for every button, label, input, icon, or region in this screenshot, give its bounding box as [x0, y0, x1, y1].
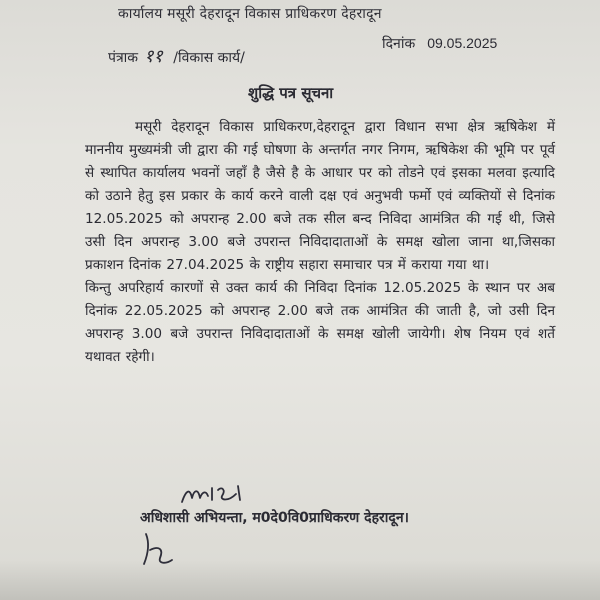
office-header: कार्यालय मसूरी देहरादून विकास प्राधिकरण देहरादून: [118, 6, 382, 22]
date-label: दिनांक: [382, 36, 416, 52]
signatory-designation: अधिशासी अभियन्ता, म0दे0वि0प्राधिकरण देहरादून।: [140, 510, 409, 526]
handwritten-signature: [178, 480, 248, 510]
date-line: [382, 34, 497, 53]
reference-line: [108, 44, 251, 68]
body-paragraph-1: मसूरी देहरादून विकास प्राधिकरण,देहरादून द्वारा विधान सभा क्षेत्र ऋषिकेश में माननीय मुख्यमंत्री जी द्वारा की गई घोषणा के अन्तर्गत नगर निगम, ऋषिकेश की भूमि पर पूर्व से स्थापित कार्यालय भवनों जहाँ है जैसे है के आधार पर को तोडने एवं इसका मलवा इत्यादि को उठाने हेतु इस प्रकार के कार्य करने वाली दक्ष एवं अनुभवी फर्मो एवं व्यक्तियों से दिनांक 12.05.2025 को अपरान्ह 2.00 बजे तक सील बन्द निविदा आमंत्रित की गई थी, जिसे उसी दिन अपरान्ह 3.00 बजे उपरान्त निविदादाताओं के समक्ष खोला जाना था,जिसका प्रकाशन दिनांक 27.04.2025 के राष्ट्रीय सहारा समाचार पत्र में कराया गया था।: [85, 119, 556, 273]
reference-department: /विकास कार्य/: [173, 50, 245, 66]
date-value: 09.05.2025: [427, 35, 498, 51]
reference-prefix: पंत्राक: [108, 50, 139, 66]
reference-number: ११: [144, 46, 163, 67]
page-shadow: [0, 560, 600, 600]
body-paragraph-2: किन्तु अपरिहार्य कारणों से उक्त कार्य की निविदा दिनांक 12.05.2025 के स्थान पर अब दिनांक 22.05.2025 को अपरान्ह 2.00 बजे तक आमंत्रित की जाती है, जो उसी दिन अपरान्ह 3.00 बजे उपरान्त निविदादाताओं के समक्ष खोली जायेगी। शेष नियम एवं शर्ते यथावत रहेगी।: [85, 280, 555, 365]
notice-body: [85, 116, 555, 369]
notice-title: शुद्धि पत्र सूचना: [248, 84, 334, 102]
